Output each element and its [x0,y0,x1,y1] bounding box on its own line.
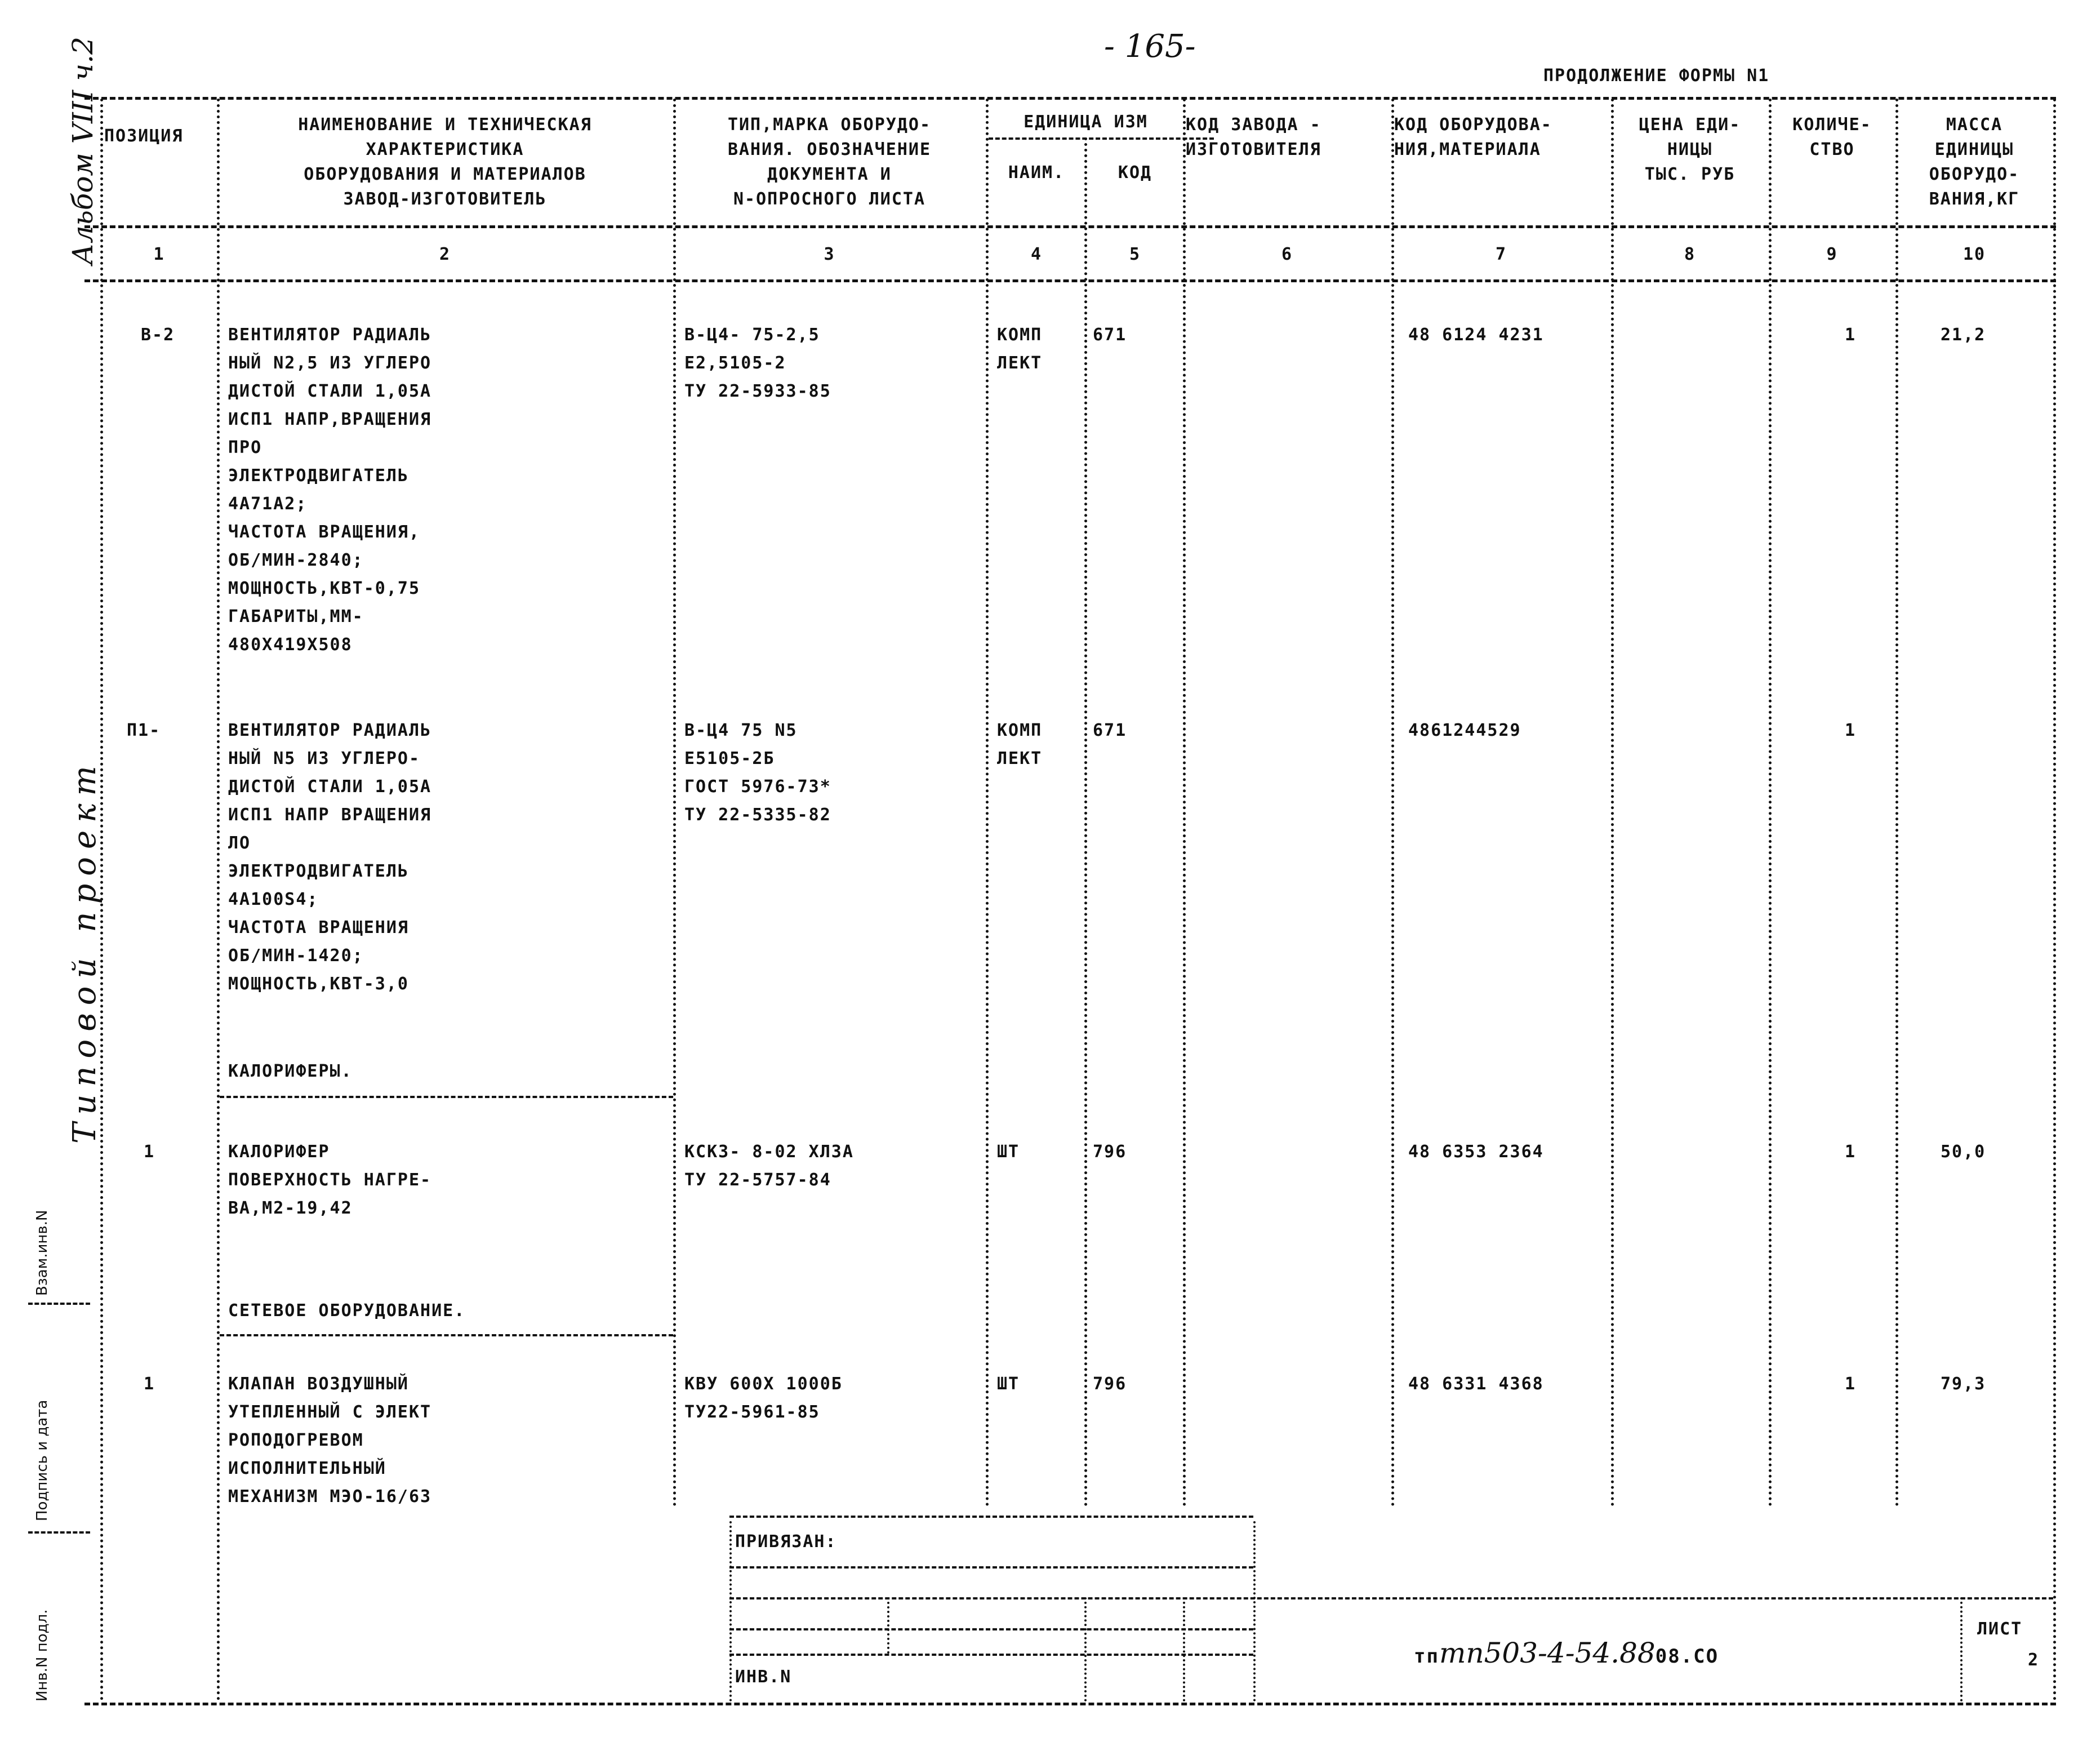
col-number-3: 3 [824,245,835,264]
row-equip-code: 48 6353 2364 [1408,1142,1544,1162]
row-qty: 1 [1845,1374,1857,1394]
form-continuation-title: ПРОДОЛЖЕНИЕ ФОРМЫ N1 [1543,66,1770,86]
stamp-sep-1 [729,1521,732,1701]
row-type: В-Ц4- 75-2,5 Е2,5105-2 ТУ 22-5933-85 [684,325,831,401]
col-separator-4 [1084,137,1087,1507]
table-bottom-border [84,1703,2056,1705]
col-separator-6 [1391,99,1394,1507]
section-underline [220,1096,673,1098]
row-equip-code: 48 6124 4231 [1408,325,1544,345]
row-unit: ШТ [997,1142,1020,1162]
stamp-line-2 [729,1597,2053,1599]
stamp-sep-2 [887,1597,889,1654]
row-unit-code: 671 [1093,325,1127,345]
row-qty: 1 [1845,1142,1857,1162]
col-separator-7 [1611,99,1614,1507]
margin-divider-1 [28,1303,90,1305]
stamp-privyazan: ПРИВЯЗАН: [735,1532,837,1552]
row-mass: 50,0 [1941,1142,1986,1162]
album-label: Альбом VIII ч.2 [66,37,99,265]
row-type: КВУ 600Х 1000Б ТУ22-5961-85 [684,1374,843,1422]
number-row-bottom-border [84,279,2056,282]
row-unit: КОМП ЛЕКТ [997,325,1043,373]
col-number-6: 6 [1281,245,1293,264]
unit-subheader-divider [989,137,1214,140]
row-type: В-Ц4 75 N5 Е5105-2Б ГОСТ 5976-73* ТУ 22-5335-82 [684,721,831,825]
sheet-label: ЛИСТ [1977,1619,2023,1639]
row-name: КАЛОРИФЕР ПОВЕРХНОСТЬ НАГРЕ- ВА,М2-19,42 [228,1142,432,1218]
col-separator-10 [2053,99,2056,1701]
stamp-sep-6 [1960,1597,1963,1701]
header-col-mass: МАССА ЕДИНИЦЫ ОБОРУДО- ВАНИЯ,КГ [1929,115,2020,209]
margin-divider-2 [28,1531,90,1534]
header-col-unit-code: КОД [1118,163,1152,183]
col-number-10: 10 [1963,245,1986,264]
row-position: П1- [127,721,161,740]
row-type: КСК3- 8-02 ХЛ3А ТУ 22-5757-84 [684,1142,854,1190]
header-col-type: ТИП,МАРКА ОБОРУДО- ВАНИЯ. ОБОЗНАЧЕНИЕ ДОКУМЕНТА И N-ОПРОСНОГО ЛИСТА [727,115,932,209]
row-qty: 1 [1845,325,1857,345]
col-number-9: 9 [1826,245,1838,264]
col-number-4: 4 [1030,245,1043,264]
row-name: ВЕНТИЛЯТОР РАДИАЛЬ НЫЙ N5 ИЗ УГЛЕРО- ДИСТОЙ СТАЛИ 1,05А ИСП1 НАПР ВРАЩЕНИЯ ЛО ЭЛЕКТРОДВИГАТЕЛЬ 4А100S4; ЧАСТОТА ВРАЩЕНИЯ ОБ/МИН-1420; МОЩНОСТЬ,КВТ-3,0 [228,721,432,994]
margin-vzam-inv: Взам.инв.N [34,1210,51,1296]
col-separator-8 [1769,99,1772,1507]
row-position: 1 [144,1374,155,1394]
row-position: 1 [144,1142,155,1162]
col-separator-5 [1183,99,1186,1507]
header-col-name: НАИМЕНОВАНИЕ И ТЕХНИЧЕСКАЯ ХАРАКТЕРИСТИКА ОБОРУДОВАНИЯ И МАТЕРИАЛОВ ЗАВОД-ИЗГОТОВИТЕЛЬ [298,115,592,209]
row-mass: 79,3 [1941,1374,1986,1394]
row-name: КЛАПАН ВОЗДУШНЫЙ УТЕПЛЕННЫЙ С ЭЛЕКТ РОПОДОГРЕВОМ ИСПОЛНИТЕЛЬНЫЙ МЕХАНИЗМ МЭО-16/63 [228,1374,432,1507]
stamp-sep-4 [1183,1597,1185,1701]
stamp-sep-5 [1253,1521,1256,1701]
row-equip-code: 48 6331 4368 [1408,1374,1544,1394]
section-heading: КАЛОРИФЕРЫ. [228,1061,353,1081]
margin-inv-podl: Инв.N подл. [34,1609,51,1701]
col-separator-9 [1895,99,1898,1507]
col-number-2: 2 [439,245,451,264]
col-number-1: 1 [153,245,165,264]
row-unit: КОМП ЛЕКТ [997,721,1043,768]
header-col-price: ЦЕНА ЕДИ- НИЦЫ ТЫС. РУБ [1639,115,1741,184]
project-label: Типовой проект [66,758,103,1144]
stamp-line-3 [729,1628,1253,1630]
document-code: тптп503-4-54.8808.СО [1414,1637,1719,1669]
page-number: - 165- [1104,28,1196,65]
row-qty: 1 [1845,721,1857,740]
stamp-top-border [729,1516,1253,1518]
col-number-8: 8 [1684,245,1696,264]
header-col-position: ПОЗИЦИЯ [104,126,184,146]
col-number-5: 5 [1129,245,1141,264]
header-col-unit: ЕДИНИЦА ИЗМ [1023,112,1148,132]
sheet-number: 2 [2028,1650,2040,1670]
header-col-equip-code: КОД ОБОРУДОВА- НИЯ,МАТЕРИАЛА [1394,115,1552,159]
col-separator-0 [100,99,103,1701]
header-bottom-border [84,225,2056,228]
table-top-border [84,97,2056,100]
row-unit-code: 796 [1093,1142,1127,1162]
row-position: В-2 [141,325,175,345]
header-col-unit-name: НАИМ. [1008,163,1065,183]
row-unit: ШТ [997,1374,1020,1394]
stamp-inv: ИНВ.N [735,1667,792,1687]
col-separator-3 [986,99,989,1507]
stamp-line-4 [729,1654,1253,1656]
margin-podpis-data: Подпись и дата [34,1399,51,1521]
col-separator-1 [217,99,220,1701]
row-unit-code: 671 [1093,721,1127,740]
header-col-qty: КОЛИЧЕ- СТВО [1792,115,1872,159]
row-unit-code: 796 [1093,1374,1127,1394]
row-mass: 21,2 [1941,325,1986,345]
row-name: ВЕНТИЛЯТОР РАДИАЛЬ НЫЙ N2,5 ИЗ УГЛЕРО ДИСТОЙ СТАЛИ 1,05А ИСП1 НАПР,ВРАЩЕНИЯ ПРО ЭЛЕКТРОДВИГАТЕЛЬ 4А71А2; ЧАСТОТА ВРАЩЕНИЯ, ОБ/МИН-2840; МОЩНОСТЬ,КВТ-0,75 ГАБАРИТЫ,ММ- 480Х419Х508 [228,325,432,655]
col-separator-2 [673,99,676,1507]
stamp-line-1 [729,1566,1253,1569]
row-equip-code: 4861244529 [1408,721,1521,740]
section-underline [220,1334,673,1336]
col-number-7: 7 [1495,245,1507,264]
header-col-factory-code: КОД ЗАВОДА - ИЗГОТОВИТЕЛЯ [1186,115,1321,159]
section-heading: СЕТЕВОЕ ОБОРУДОВАНИЕ. [228,1301,466,1321]
stamp-sep-3 [1084,1597,1087,1701]
